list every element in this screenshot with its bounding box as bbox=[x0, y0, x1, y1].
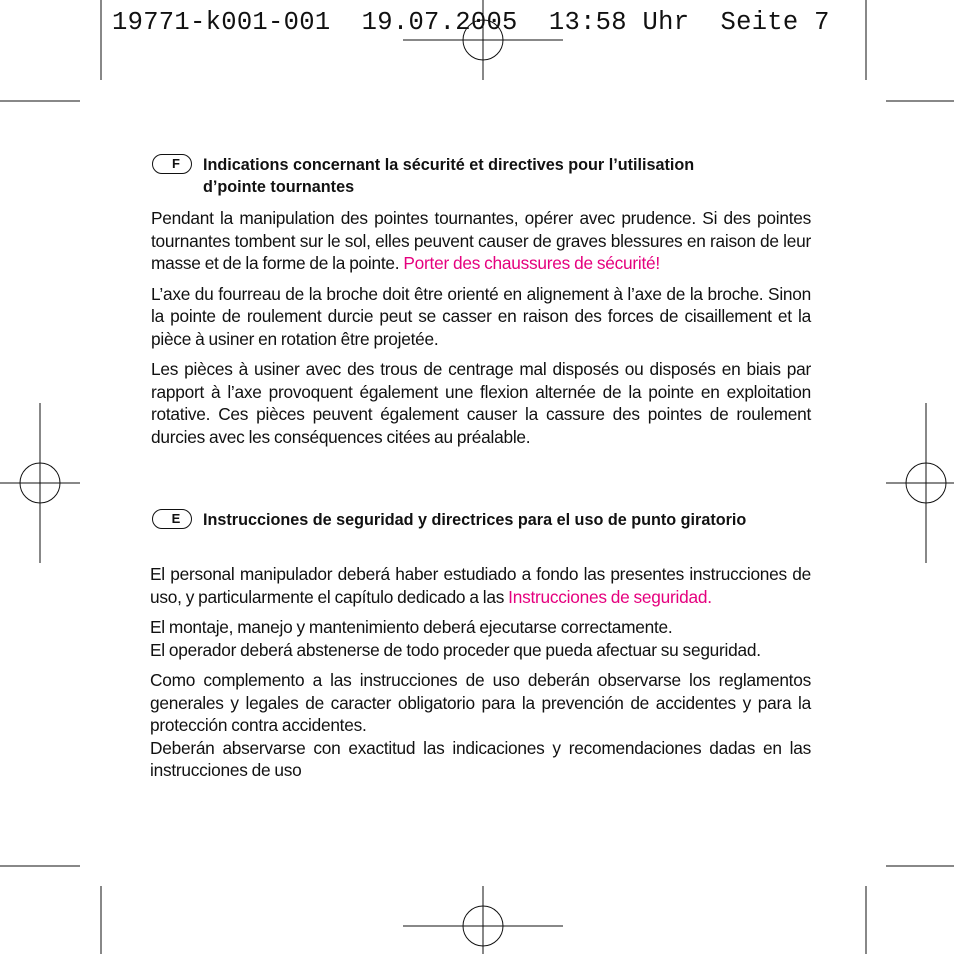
paragraph-spanish-personnel bbox=[150, 563, 811, 608]
section-heading-spanish: Instrucciones de seguridad y directrices para el uso de punto giratorio bbox=[203, 511, 747, 529]
paragraph-french-alignment: L’axe du fourreau de la broche doit être orienté en alignement à l’axe de la broche. Sinon la pointe de roulement durcie peut se casser en raison des forces de cisaillement et la pièce à usiner en rotation être projetée. bbox=[151, 283, 811, 349]
paragraph-text: Pendant la manipulation des pointes tournantes, opérer avec prudence. Si des pointes tournantes tombent sur le sol, elles peuvent causer de graves blessures en raison de leur masse et de la forme de la pointe. bbox=[151, 208, 811, 273]
section-body-spanish bbox=[150, 563, 811, 790]
section-body-french bbox=[151, 207, 811, 456]
safety-shoes-warning: Porter des chaussures de sécurité! bbox=[403, 253, 660, 273]
language-badge-spanish: E bbox=[152, 509, 192, 529]
registration-mark-right bbox=[886, 403, 954, 563]
language-badge-french: F bbox=[152, 154, 192, 174]
paragraph-spanish-assembly: El montaje, manejo y mantenimiento deberá ejecutarse correctamente. bbox=[150, 617, 673, 637]
paragraph-spanish-regulations: Como complemento a las instrucciones de uso deberán observarse los reglamentos generales y legales de caracter obligatorio para la prevención de accidentes y para la protección contra accidentes. bbox=[150, 670, 811, 735]
paragraph-spanish-operator: El operador deberá abstenerse de todo proceder que pueda afectuar su seguridad. bbox=[150, 639, 761, 660]
registration-mark-top bbox=[403, 0, 563, 80]
registration-mark-bottom bbox=[403, 886, 563, 954]
registration-mark-left bbox=[0, 403, 80, 563]
printer-slug-line: 19771-k001-001 19.07.2005 13:58 Uhr Seite 7 bbox=[112, 8, 830, 37]
paragraph-french-handling bbox=[151, 207, 811, 275]
paragraph-text: El personal manipulador deberá haber estudiado a fondo las presentes instrucciones de uso, y particularmente el capítulo dedicado a las bbox=[150, 564, 811, 607]
paragraph-spanish-observe: Deberán abservarse con exactitud las indicaciones y recomendaciones dadas en las instrucciones de uso bbox=[150, 737, 811, 780]
paragraph-french-workpieces: Les pièces à usiner avec des trous de centrage mal disposés ou disposés en biais par rapport à l’axe provoquent également une flexion alternée de la pointe en exploitation rotative. Ces pièces peuvent également causer la cassure des pointes de roulement durcies avec les conséquences citées au préalable. bbox=[151, 359, 811, 447]
safety-instructions-reference: Instrucciones de seguridad. bbox=[508, 586, 712, 607]
section-heading-french: Indications concernant la sécurité et directives pour l’utilisation d’pointe tournantes bbox=[203, 156, 695, 196]
